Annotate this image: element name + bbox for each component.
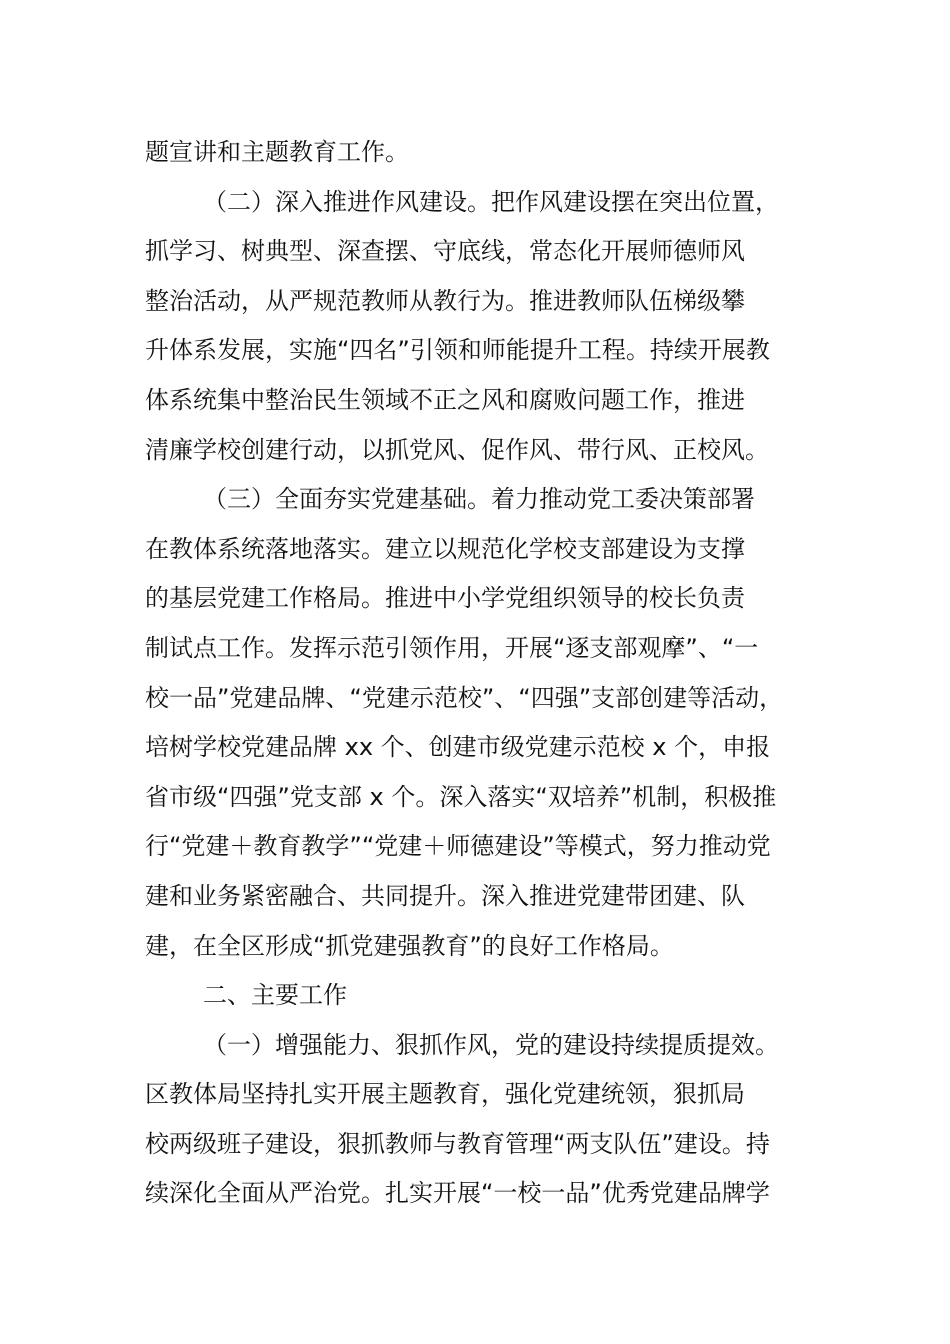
text-line: 体系统集中整治民生领域不正之风和腐败问题工作，推进 (145, 385, 745, 414)
text-line: 题宣讲和主题教育工作。 (145, 138, 409, 166)
text-line: 建和业务紧密融合、共同提升。深入推进党建带团建、队 (145, 881, 745, 910)
document-body (145, 128, 810, 1219)
paragraph-heading-2: （二）深入推进作风建设。把作风建设摆在突出位置， (203, 187, 779, 216)
text-line: 培树学校党建品牌 xx 个、创建市级党建示范校 x 个，申报 (145, 733, 771, 762)
text-line: 升体系发展，实施“四名”引领和师能提升工程。持续开展教 (145, 336, 770, 365)
text-line: 在教体系统落地落实。建立以规范化学校支部建设为支撑 (145, 534, 745, 563)
section-heading: 二、主要工作 (203, 981, 347, 1010)
text-line: 整治活动，从严规范教师从教行为。推进教师队伍梯级攀 (145, 286, 745, 315)
text-line: 建，在全区形成“抓党建强教育”的良好工作格局。 (145, 931, 674, 960)
text-line: 续深化全面从严治党。扎实开展“一校一品”优秀党建品牌学 (145, 1179, 770, 1208)
text-line: 行“党建＋教育教学”“党建＋师德建设”等模式，努力推动党 (145, 832, 771, 861)
paragraph-heading-1: （一）增强能力、狠抓作风，党的建设持续提质提效。 (203, 1030, 779, 1059)
text-line: 制试点工作。发挥示范引领作用，开展“逐支部观摩”、“一 (145, 633, 759, 662)
text-line: 区教体局坚持扎实开展主题教育，强化党建统领，狠抓局 (145, 1080, 745, 1109)
text-line: 省市级“四强”党支部 x 个。深入落实“双培养”机制，积极推 (145, 782, 777, 811)
text-line: 抓学习、树典型、深查摆、守底线，常态化开展师德师风 (145, 237, 745, 266)
paragraph-heading-3: （三）全面夯实党建基础。着力推动党工委决策部署 (203, 485, 755, 514)
text-line: 校一品”党建品牌、“党建示范校”、“四强”支部创建等活动， (145, 683, 784, 712)
text-line: 校两级班子建设，狠抓教师与教育管理“两支队伍”建设。持 (145, 1129, 770, 1158)
text-line: 清廉学校创建行动，以抓党风、促作风、带行风、正校风。 (145, 435, 769, 464)
text-line: 的基层党建工作格局。推进中小学党组织领导的校长负责 (145, 584, 745, 613)
